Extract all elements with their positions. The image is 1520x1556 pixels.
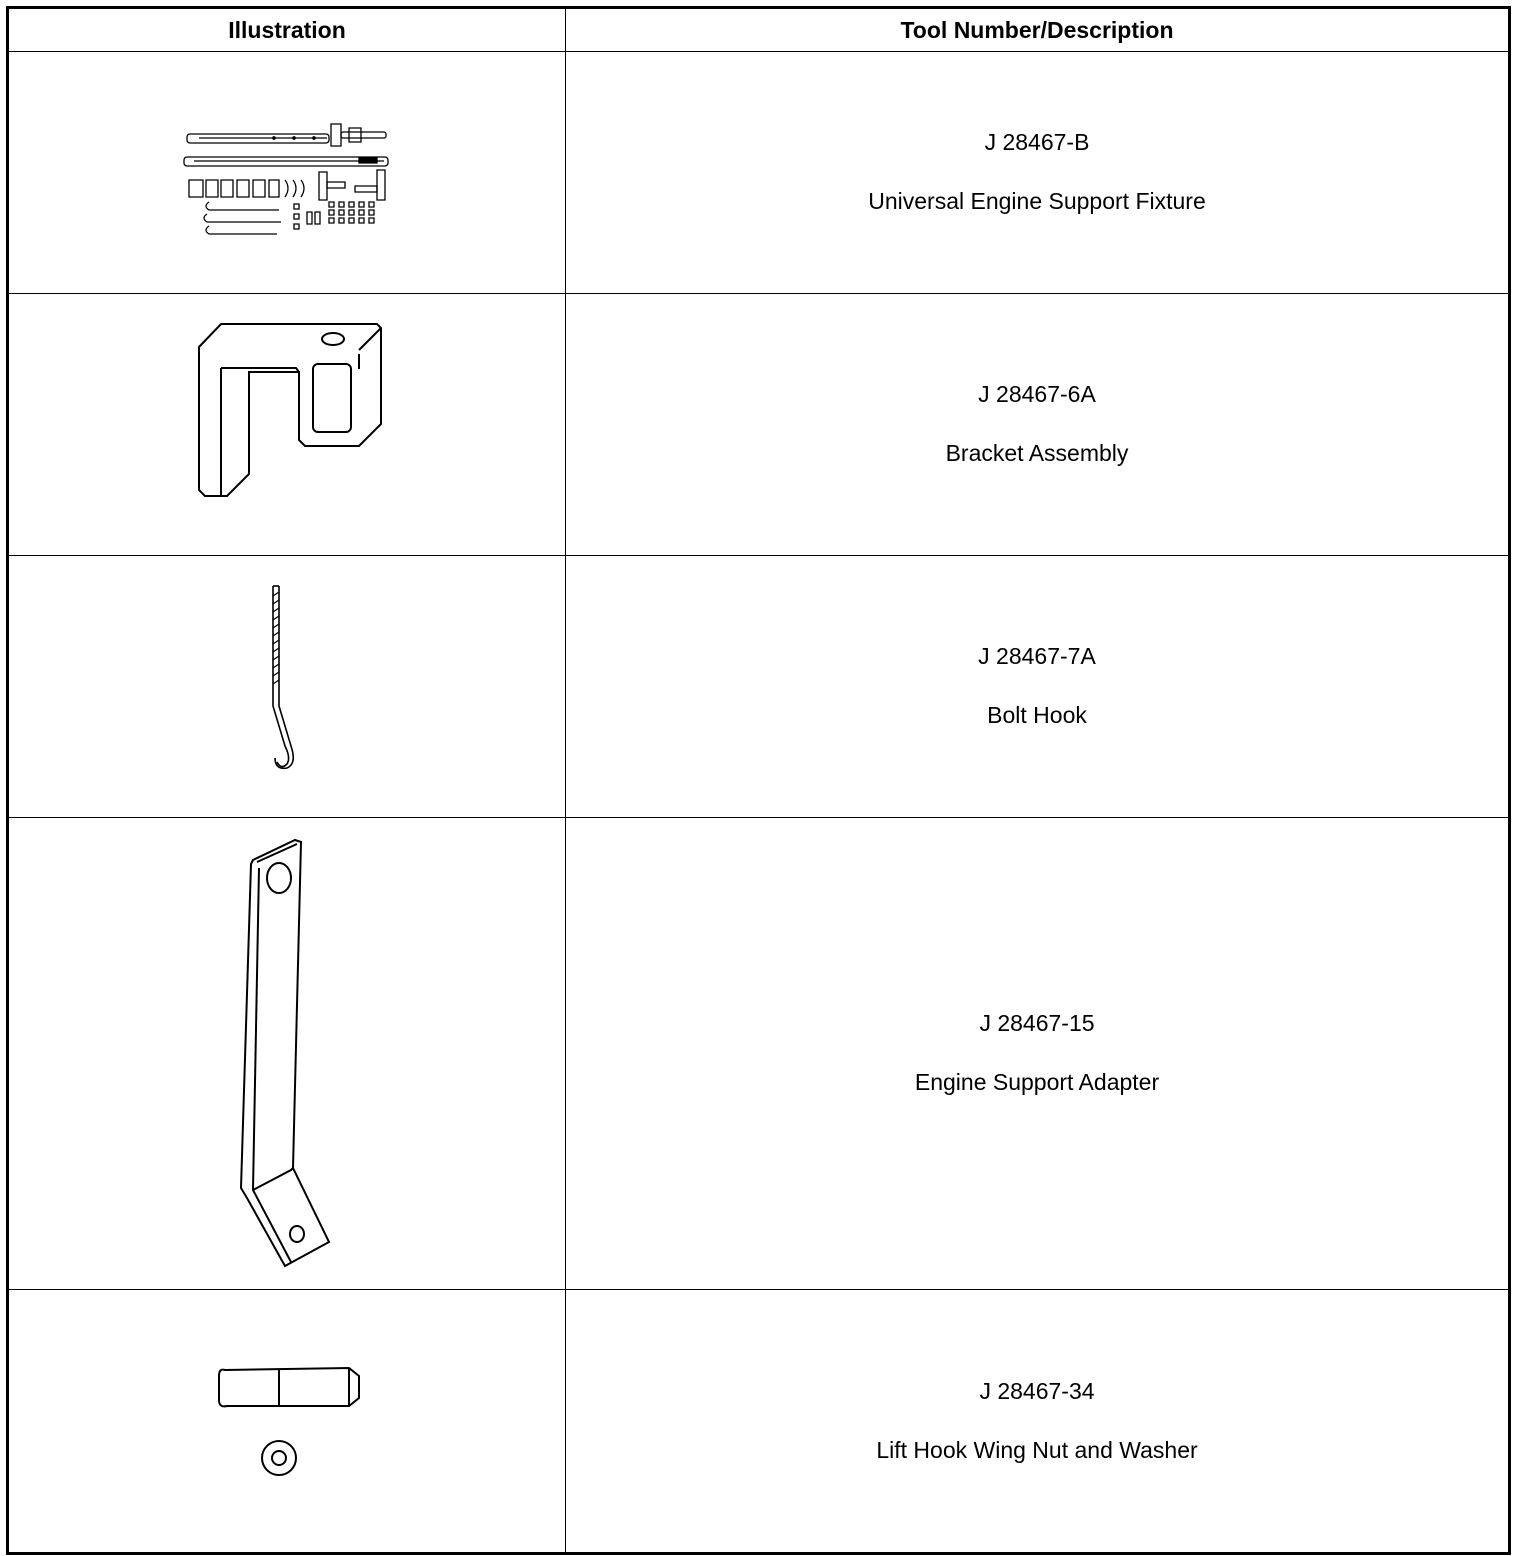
illustration-cell (8, 52, 566, 294)
table-row (8, 52, 1510, 294)
tool-description: Bolt Hook (987, 702, 1087, 728)
tool-number: J 28467-34 (979, 1377, 1095, 1404)
engine-support-adapter-icon (9, 818, 567, 1289)
tool-number: J 28467-15 (979, 1010, 1095, 1037)
bolt-hook-icon (9, 556, 567, 817)
illustration-cell (8, 294, 566, 556)
bracket-assembly-icon (9, 294, 567, 555)
header-tool-description: Tool Number/Description (566, 8, 1510, 52)
table-row (8, 294, 1510, 556)
table-row (8, 1290, 1510, 1554)
table-row (8, 818, 1510, 1290)
illustration-cell (8, 556, 566, 818)
illustration-cell (8, 818, 566, 1290)
tool-table (6, 6, 1511, 1555)
engine-support-fixture-icon (9, 52, 567, 293)
description-cell (566, 1290, 1510, 1554)
description-cell (566, 294, 1510, 556)
tool-description: Lift Hook Wing Nut and Washer (876, 1436, 1198, 1463)
description-cell (566, 556, 1510, 818)
tool-description: Engine Support Adapter (914, 1069, 1160, 1095)
tool-number: J 28467-7A (978, 643, 1096, 670)
tool-number: J 28467-6A (978, 381, 1096, 408)
description-cell (566, 818, 1510, 1290)
tool-number: J 28467-B (984, 129, 1090, 156)
description-cell (566, 52, 1510, 294)
illustration-cell (8, 1290, 566, 1554)
table-row (8, 556, 1510, 818)
header-illustration: Illustration (8, 8, 566, 52)
header-row (8, 8, 1510, 52)
wing-nut-and-washer-icon (9, 1290, 567, 1552)
tool-description: Bracket Assembly (945, 440, 1129, 466)
tool-description: Universal Engine Support Fixture (868, 188, 1206, 214)
